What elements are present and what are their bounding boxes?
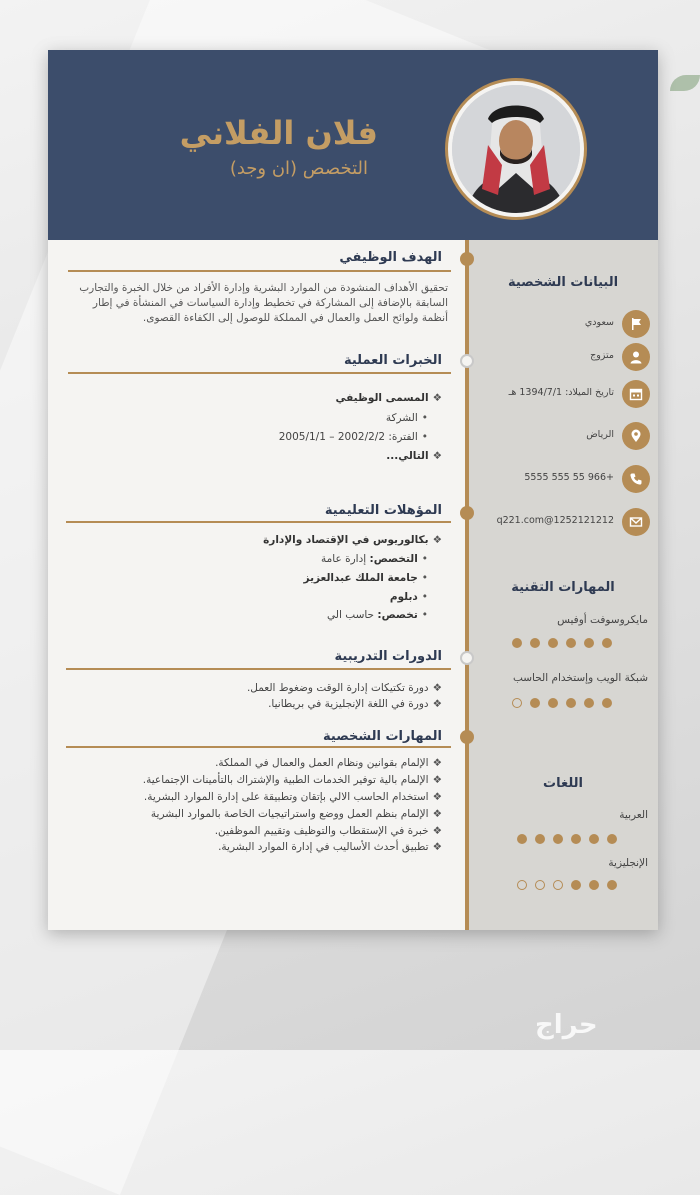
section-divider: [68, 270, 451, 272]
education-diploma-major: •تخصص: حاسب الي: [327, 609, 428, 621]
location-icon: [622, 422, 650, 450]
rating-dot-filled: [535, 834, 545, 844]
rating-dot-filled: [512, 638, 522, 648]
rating-dot-filled: [530, 638, 540, 648]
skill-item: ❖خبرة في الإستقطاب والتوظيف وتقييم الموظفين.: [214, 825, 442, 837]
language-name: العربية: [619, 809, 648, 821]
experience-period: •الفترة: 2002/2/2 – 2005/1/1: [278, 431, 428, 443]
info-email: 1252121212@q221.com: [468, 508, 658, 538]
tech-skill-rating: [512, 638, 612, 648]
candidate-specialty: التخصص (ان وجد): [229, 158, 368, 179]
rating-dot-filled: [584, 638, 594, 648]
language-rating: [517, 834, 617, 844]
rating-dot-filled: [566, 638, 576, 648]
timeline-dot: [460, 252, 474, 266]
experience-company: •الشركة: [385, 412, 428, 424]
objective-heading: الهدف الوظيفي: [339, 250, 442, 265]
rating-dot-filled: [553, 834, 563, 844]
flag-icon: [622, 310, 650, 338]
skill-item: ❖الإلمام بقوانين ونظام العمل والعمال في المملكة.: [215, 757, 442, 769]
tech-skill-name: شبكة الويب وإستخدام الحاسب: [512, 672, 648, 684]
courses-heading: الدورات التدريبية: [334, 649, 442, 664]
info-birthdate: تاريخ الميلاد: 1394/7/1 هـ: [468, 380, 658, 410]
rating-dot-filled: [607, 880, 617, 890]
skill-item: ❖تطبيق أحدث الأساليب في إدارة الموارد البشرية.: [218, 841, 442, 853]
rating-dot-filled: [589, 880, 599, 890]
experience-next: ❖التالي...: [386, 450, 442, 462]
rating-dot-empty: [535, 880, 545, 890]
personal-info-heading: البيانات الشخصية: [507, 275, 619, 290]
education-university: •جامعة الملك عبدالعزيز: [303, 572, 428, 584]
profile-photo: [452, 85, 580, 213]
section-divider: [66, 746, 451, 748]
candidate-name: فلان الفلاني: [179, 114, 378, 152]
mail-icon: [622, 508, 650, 536]
timeline-dot: [460, 730, 474, 744]
timeline-dot: [460, 651, 474, 665]
rating-dot-filled: [602, 638, 612, 648]
rating-dot-empty: [517, 880, 527, 890]
info-city: الرياض: [468, 422, 658, 452]
rating-dot-filled: [571, 834, 581, 844]
rating-dot-filled: [517, 834, 527, 844]
calendar-icon: [622, 380, 650, 408]
course-item: ❖دورة في اللغة الإنجليزية في بريطانيا.: [268, 698, 442, 710]
rating-dot-filled: [571, 880, 581, 890]
rating-dot-filled: [607, 834, 617, 844]
education-diploma: •دبلوم: [389, 591, 428, 603]
education-major: •التخصص: إدارة عامة: [321, 553, 428, 565]
info-marital: متزوج: [468, 343, 658, 373]
experience-heading: الخبرات العملية: [343, 353, 442, 368]
section-divider: [66, 521, 451, 523]
tech-skill-name: مايكروسوفت أوفيس: [557, 614, 648, 626]
profile-photo-frame: [445, 78, 587, 220]
phone-icon: [622, 465, 650, 493]
experience-job-title: ❖المسمى الوظيفي: [335, 392, 442, 404]
rating-dot-filled: [602, 698, 612, 708]
objective-text: تحقيق الأهداف المنشودة من الموارد البشرية وإدارة الأفراد من خلال الخبرة والتجارب السابقة بالإضافة إلى المشاركة في تخطيط وإدارة السياسات في المنشأة في إطار أنظمة ولوائح العمل والعمال في المملكة للوصول إلى الكفاءة القصوى.: [79, 282, 448, 324]
rating-dot-filled: [530, 698, 540, 708]
tech-skill-rating: [512, 698, 612, 708]
skill-item: ❖الإلمام بنظم العمل ووضع واستراتيجيات الخاصة بالموارد البشرية: [150, 808, 442, 820]
course-item: ❖دورة تكتيكات إدارة الوقت وضغوط العمل.: [246, 682, 442, 694]
rating-dot-filled: [589, 834, 599, 844]
education-heading: المؤهلات التعليمية: [324, 503, 442, 518]
person-icon: [622, 343, 650, 371]
language-name: الإنجليزية: [608, 857, 648, 869]
education-degree: ❖بكالوريوس في الإقتصاد والإدارة: [263, 534, 442, 546]
rating-dot-filled: [584, 698, 594, 708]
skill-item: ❖الإلمام بالية توفير الخدمات الطبية والإشتراك بالتأمينات الإجتماعية.: [142, 774, 442, 786]
personal-skills-heading: المهارات الشخصية: [323, 729, 442, 744]
rating-dot-filled: [548, 698, 558, 708]
rating-dot-filled: [566, 698, 576, 708]
rating-dot-filled: [548, 638, 558, 648]
language-rating: [517, 880, 617, 890]
watermark-logo: حراج: [535, 1010, 598, 1040]
rating-dot-empty: [553, 880, 563, 890]
rating-dot-empty: [512, 698, 522, 708]
info-nationality: سعودي: [468, 310, 658, 340]
tech-skills-heading: المهارات التقنية: [511, 580, 615, 595]
leaf-decoration: [670, 75, 700, 91]
section-divider: [68, 372, 451, 374]
skill-item: ❖استخدام الحاسب الالي بإتقان وتطبيقة على إدارة الموارد البشرية.: [143, 791, 442, 803]
info-phone: +966 55 555 5555: [468, 465, 658, 495]
section-divider: [66, 668, 451, 670]
languages-heading: اللغات: [543, 776, 583, 791]
